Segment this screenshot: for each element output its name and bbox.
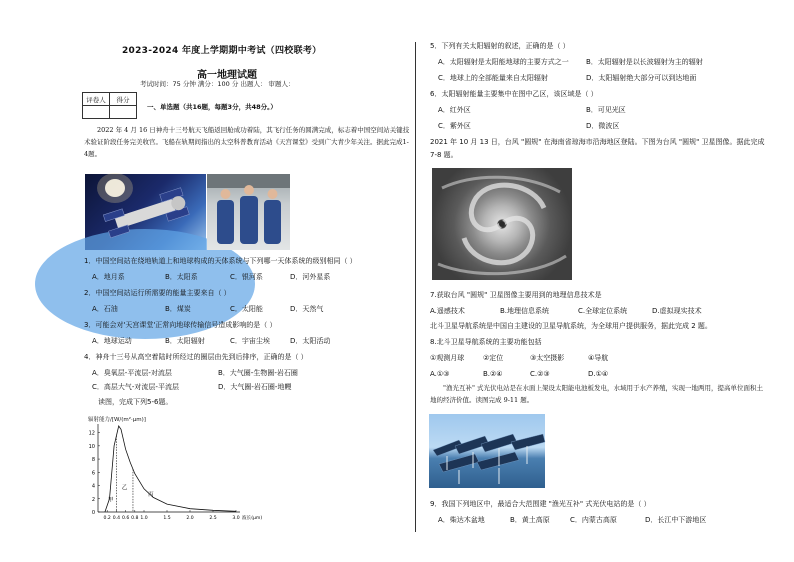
column-divider [415,42,416,532]
q8-item-1: ①观测月球 [430,354,465,362]
section-heading: 一、单选题（共16题，每题3分，共48分。） [147,103,277,111]
q2-option-d[interactable]: D．天然气 [290,305,324,313]
q3-option-b[interactable]: B．太阳辐射 [165,337,205,345]
space-station-illustration [85,174,206,250]
q8-option-a[interactable]: A.①③ [430,370,450,378]
score-table-score: 得分 [110,93,137,106]
chart-y-tick-label: 2 [91,496,95,503]
q8-option-c[interactable]: C.②③ [530,370,550,378]
q1-option-c[interactable]: C．银河系 [230,273,263,281]
q2-option-b[interactable]: B．煤炭 [165,305,191,313]
q7-option-b[interactable]: B.地理信息系统 [500,307,550,315]
q4-option-b[interactable]: B．大气圈-生物圈-岩石圈 [218,369,298,377]
question-2: 2．中国空间站运行所需要的能量主要来自（ ） [84,289,231,297]
chart-series-line [105,426,236,512]
chart-x-unit: 波长(μm) [242,516,263,521]
chart-x-tick-label: 2.0 [186,516,194,521]
q3-option-c[interactable]: C．宇宙尘埃 [230,337,270,345]
q1-option-d[interactable]: D．河外星系 [290,273,331,281]
q9-option-c[interactable]: C．内蒙古高原 [570,516,617,524]
chart-x-tick-label: 0.2 [103,516,111,521]
question-8: 8.北斗卫星导航系统的主要功能包括 [430,338,542,346]
chart-x-tick-label: 1.0 [140,516,148,521]
q1-option-a[interactable]: A．地月系 [92,273,125,281]
chart-x-tick-label: 0.6 [121,516,130,521]
chart-region-label: 乙 [121,484,128,491]
chart-x-tick-label: 3.0 [232,516,240,521]
chart-y-tick-label: 4 [91,483,95,490]
q6-option-b[interactable]: B．可见光区 [586,106,626,114]
chart-y-tick-label: 12 [88,430,95,437]
question-5: 5．下列有关太阳辐射的叙述，正确的是（ ） [430,42,570,50]
typhoon-satellite-image [432,168,572,280]
q2-option-a[interactable]: A．石油 [92,305,118,313]
q9-option-a[interactable]: A．柴达木盆地 [438,516,485,524]
chart-y-tick-label: 8 [91,457,95,464]
score-table-reviewer-cell[interactable] [83,106,110,119]
chart-y-tick-label: 10 [88,443,95,450]
solar-panels-illustration [429,414,545,488]
fishery-solar-photo [429,414,545,488]
astronauts-illustration [207,174,290,250]
solar-intro: "渔光互补" 式光伏电站是在水面上架设太阳能电池板发电，水域用于水产养殖，实现一地两用，提高单位面积土地的经济价值。读图完成 9-11 题。 [430,384,764,404]
typhoon-spiral [432,168,572,280]
q8-item-3: ③太空摄影 [530,354,565,362]
q7-option-a[interactable]: A.遥感技术 [430,307,465,315]
chart-region-label: 丙 [148,492,154,499]
read-chart-instruction: 读图，完成下列5-6题。 [98,398,173,406]
chart-x-tick-label: 0.4 [112,516,121,521]
q4-option-d[interactable]: D．大气圈-岩石圈-地幔 [218,383,292,391]
typhoon-intro: 2021 年 10 月 13 日，台风 "圆规" 在海南省琼海市沿海地区登陆。下图为台风 "圆规" 卫星图像。据此完成 7-8 题。 [430,138,765,159]
q5-option-b[interactable]: B．太阳辐射是以长波辐射为主的辐射 [586,58,703,66]
q8-option-b[interactable]: B.②④ [483,370,503,378]
q4-option-c[interactable]: C．高层大气-对流层-平流层 [92,383,179,391]
question-3: 3．可能会对'天宫课堂'正常向地球传输信号造成影响的是（ ） [84,321,277,329]
exam-subtitle: 高一地理试题 [197,70,257,81]
space-station-photo [85,174,206,250]
chart-y-label: 辐射能力/[W/(m²·μm)] [88,417,146,423]
q2-option-c[interactable]: C．太阳能 [230,305,263,313]
q7-option-c[interactable]: C.全球定位系统 [578,307,628,315]
question-9: 9．我国下列地区中，最适合大范围建 "渔光互补" 式光伏电站的是（ ） [430,500,651,508]
q3-option-d[interactable]: D．太阳活动 [290,337,331,345]
q5-option-c[interactable]: C．地球上的全部能量来自太阳辐射 [438,74,548,82]
q3-option-a[interactable]: A．地球运动 [92,337,132,345]
q6-option-c[interactable]: C．紫外区 [438,122,471,130]
score-table-reviewer: 评卷人 [83,93,110,106]
q8-item-4: ④导航 [588,354,609,362]
q5-option-d[interactable]: D．太阳辐射绝大部分可以到达地面 [586,74,697,82]
q6-option-d[interactable]: D．微波区 [586,122,620,130]
question-7: 7.获取台风 "圆规" 卫星图像主要用到的地理信息技术是 [430,291,602,299]
score-table-score-cell[interactable] [110,106,137,119]
q9-option-d[interactable]: D．长江中下游地区 [645,516,707,524]
q8-item-2: ②定位 [483,354,504,362]
q4-option-a[interactable]: A．臭氧层-平流层-对流层 [92,369,172,377]
chart-y-tick-label: 6 [91,470,95,477]
q9-option-b[interactable]: B．黄土高原 [510,516,550,524]
q1-option-b[interactable]: B．太阳系 [165,273,198,281]
q8-option-d[interactable]: D.①④ [588,370,609,378]
question-1: 1．中国空间站在绕地轨道上和地球构成的天体系统与下列哪一天体系统的级别相同（ ） [84,257,357,265]
q6-option-a[interactable]: A．红外区 [438,106,471,114]
beidou-intro: 北斗卫星导航系统是中国自主建设的卫星导航系统，为全球用户提供服务，据此完成 2 题。 [430,322,712,330]
question-4: 4．神舟十三号从高空着陆时所经过的圈层由先到后排序，正确的是（ ） [84,353,308,361]
chart-y-tick-label: 0 [91,510,95,516]
solar-radiation-chart [84,412,263,526]
astronauts-photo [207,174,290,250]
chart-x-tick-label: 1.5 [163,516,171,521]
q5-option-a[interactable]: A．太阳辐射是太阳能地球的主要方式之一 [438,58,569,66]
chart-region-label: 甲 [108,497,114,504]
chart-x-tick-label: 0.8 [131,516,139,521]
question-6: 6．太阳辐射能量主要集中在图中乙区，该区域是（ ） [430,90,598,98]
chart-x-tick-label: 2.5 [209,516,217,521]
score-table [82,92,137,119]
exam-title: 2023-2024 年度上学期期中考试（四校联考） [122,46,322,56]
q7-option-d[interactable]: D.虚拟现实技术 [652,307,702,315]
exam-info: 考试时间：75 分钟 满分：100 分 出题人： 审题人： [140,80,295,88]
chart-plot-area [89,424,263,521]
intro-paragraph: 2022 年 4 月 16 日神舟十三号航天飞船返回舱成功着陆，其飞行任务的圆满完成，标志着中国空间站关键技术验证阶段任务完美收官。飞船在轨期间指出的太空科普教育活动《天宫课堂》受到广大青少年关注。据此完成1-4题。 [84,126,410,158]
